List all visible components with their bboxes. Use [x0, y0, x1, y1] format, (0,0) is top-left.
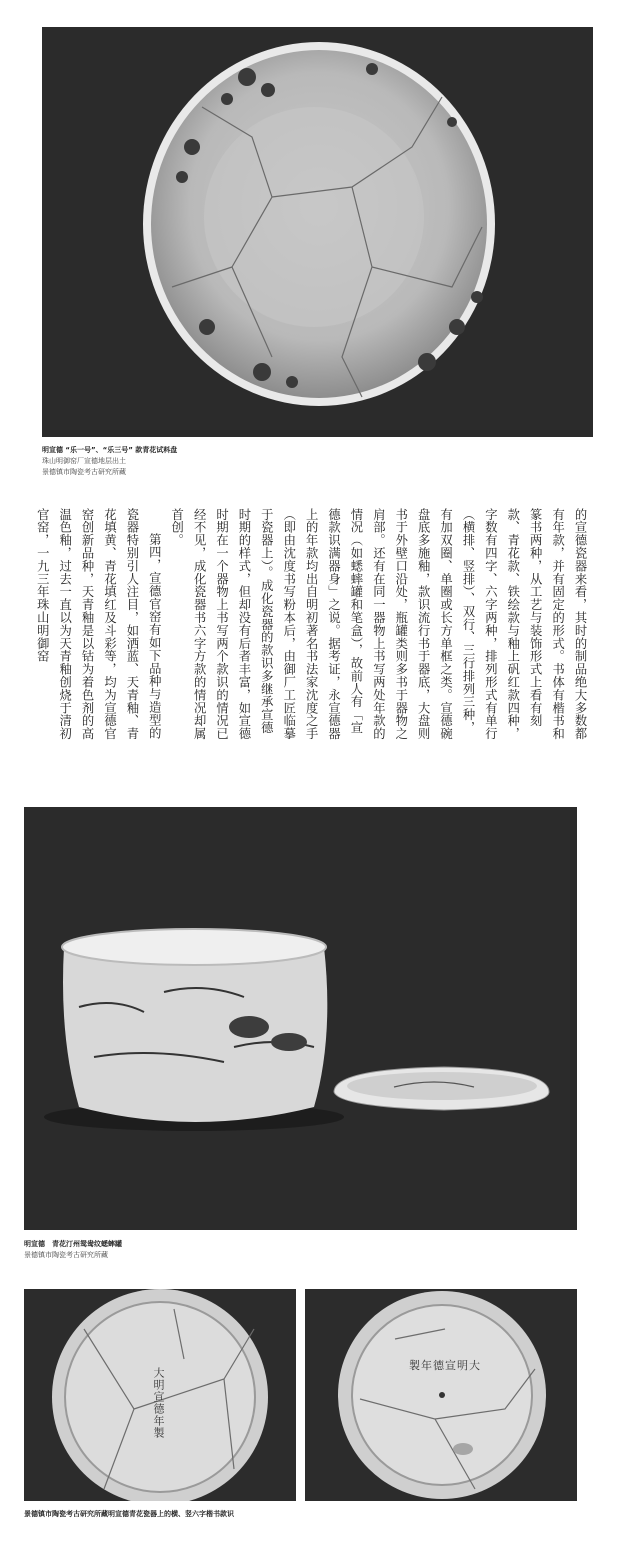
- article-body: [31, 508, 591, 744]
- base-vertical-mark: 大明宣德年製: [152, 1367, 165, 1439]
- cricket-jar-photo: [24, 807, 577, 1230]
- base-horizontal-illustration: [305, 1289, 577, 1501]
- article-paragraph-2: 第四，宣德官窑有如下品种与造型的瓷器特别引人注目，如洒蓝、天青釉、青花填黄、青花填红及斗彩等，均为宣德官窑创新品种，天青釉是以钴为着色剂的高温色釉，过去一直以为天青釉创烧于清初官窑，一九三年珠山明御窑: [35, 508, 162, 741]
- plate-photo: [42, 27, 593, 437]
- plate-caption: [42, 445, 442, 478]
- base-marks-caption: [24, 1509, 584, 1520]
- base-mark-vertical-photo: [24, 1289, 296, 1501]
- base-horizontal-mark: 大明宣德年製: [409, 1359, 481, 1372]
- plate-caption-collection: 景德镇市陶瓷考古研究所藏: [42, 468, 126, 476]
- plate-caption-origin: 珠山明御窑厂宣德地层出土: [42, 457, 126, 465]
- cricket-jar-caption-title: 明宣德 青花汀州鸳鸯纹蟋蟀罐: [24, 1240, 122, 1248]
- plate-caption-title: 明宣德 “乐一号”、“乐三号” 款青花试料盘: [42, 446, 178, 454]
- cricket-jar-illustration: [24, 807, 577, 1230]
- cricket-jar-caption: [24, 1239, 424, 1261]
- base-marks-caption-text: 景德镇市陶瓷考古研究所藏明宣德青花瓷器上的横、竖六字楷书款识: [24, 1510, 234, 1518]
- cricket-jar-caption-collection: 景德镇市陶瓷考古研究所藏: [24, 1251, 108, 1259]
- article-paragraph-1: 的宣德瓷器来看，其时的制品绝大多数都有年款，并有固定的形式。书体有楷书和篆书两种，从工艺与装饰形式上看有刻款、青花款、铁绘款与釉上矾红款四种，字数有四字、六字两种，排列形式有单行（横排、竖排）、双行、三行排列三种，有加双圈、单圈或长方单框之类。宣德碗盘底多施釉，款识流行书于器底，大盘则书于外壁口沿处，瓶罐类则多书于器物之肩部。还有在同一器物上书写两处年款的情况（如蟋蟀罐和笔盒），故前人有「宣德款识满器身」之说。据考证，永宣德器上的年款均出自明初著名书法家沈度之手（即由沈度书写粉本后，由御厂工匠临摹于瓷器上）。成化瓷器的款识多继承宣德时期的样式，但却没有后者丰富，如宣德时期在一个器物上书写两个款识的情况已经不见，成化瓷器书六字方款的情况却属首创。: [169, 508, 587, 741]
- plate-illustration: [42, 27, 593, 437]
- base-mark-horizontal-photo: [305, 1289, 577, 1501]
